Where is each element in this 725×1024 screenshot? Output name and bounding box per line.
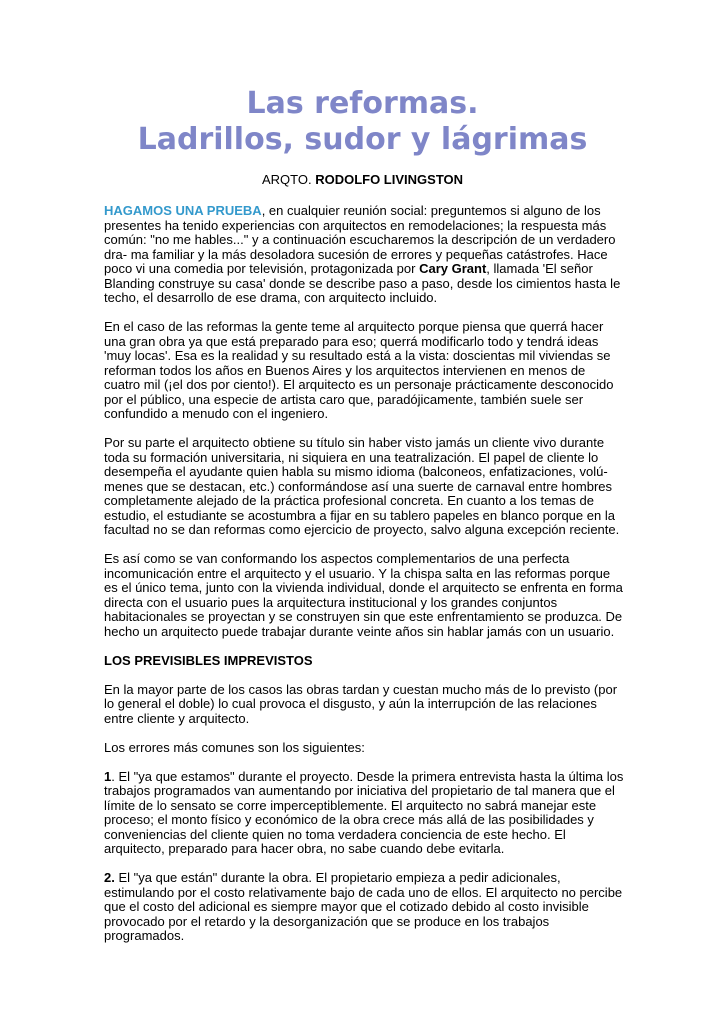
author-name: RODOLFO LIVINGSTON [315, 172, 464, 187]
list-item-1-text: . El "ya que estamos" durante el proyecto. Desde la primera entrevista hasta la última los trabajos programados van aumentando por iniciativa del propietario de tal manera que el límite de lo sensato se corre imperceptiblemente. El arquitecto no sabrá manejar este proceso; el monto físico y económico de la obra crece más allá de las posibilidades y conveniencias del cliente quien no toma verdadera conciencia de este hecho. El arquitecto, preparado para hacer obra, no sabe cuando debe evitarla. [104, 768, 624, 856]
lead-phrase: HAGAMOS UNA PRUEBA [104, 203, 262, 218]
actor-name: Cary Grant [419, 261, 487, 276]
list-item-1 [104, 770, 624, 857]
author-prefix: ARQTO. [261, 172, 312, 187]
paragraph-6: Los errores más comunes son los siguientes: [104, 739, 365, 755]
paragraph-4: Es así como se van conformando los aspectos complementarios de una perfecta incomunicación entre el arquitecto y el usuario. Y la chispa salta en las reformas porque es el único tema, junto con la vivienda individual, donde el arquitecto se enfrenta en forma directa con el usuario pues la arquitectura institucional y los grandes conjuntos habitacionales se proyectan y se construyen sin que este enfrentamiento se produzca. De hecho un arquitecto puede trabajar durante veinte años sin hablar jamás con un usuario. [104, 551, 623, 639]
paragraph-1-text-b: , llamada 'El señor Blanding construye su casa' donde se describe paso a paso, desde los cimientos hasta le techo, el desarrollo de ese drama, con arquitecto incluido. [104, 261, 621, 305]
author-line [0, 172, 725, 187]
list-item-1-number: 1 [104, 768, 112, 784]
section-heading: LOS PREVISIBLES IMPREVISTOS [104, 652, 313, 668]
paragraph-1-text-a: , en cualquier reunión social: preguntemos si alguno de los presentes ha tenido experiencias con arquitectos en remodelaciones; la respuesta más común: "no me hables..." y a continuación escucharemos la descripción de un verdadero dra- ma familiar y la más desoladora sucesión de errores y pequeñas catástrofes. Hace poco vi una comedia por televisión, protagonizada por [104, 203, 616, 276]
document-title [0, 86, 725, 158]
paragraph-5: En la mayor parte de los casos las obras tardan y cuestan mucho más de lo previsto (por lo general el doble) lo cual provoca el disgusto, y aún la interrupción de las relaciones entre cliente y arquitecto. [104, 681, 618, 726]
title-line-1: Las reformas. [246, 86, 479, 121]
title-line-2: Ladrillos, sudor y lágrimas [137, 122, 588, 157]
paragraph-2: En el caso de las reformas la gente teme al arquitecto porque piensa que querrá hacer una gran obra ya que está preparado para eso; querrá modificarlo todo y tendrá ideas 'muy locas'. Esa es la realidad y su resultado está a la vista: doscientas mil viviendas se reforman todos los años en Buenos Aires y los arquitectos intervienen en menos de cuatro mil (¡el dos por ciento!). El arquitecto es un personaje prácticamente desconocido por el público, una especie de artista caro que, paradójicamente, también suele ser confundido a menudo con el ingeniero. [104, 319, 614, 421]
paragraph-3: Por su parte el arquitecto obtiene su título sin haber visto jamás un cliente vivo durante toda su formación universitaria, ni siquiera en una teatralización. El papel de cliente lo desempeña el ayudante quien habla su mismo idioma (balconeos, enfatizaciones, volú-menes que se destacan, etc.) conformándose así una suerte de carnaval entre hombres completamente alejado de la práctica profesional concreta. En cuanto a los temas de estudio, el estudiante se acostumbra a fijar en su tablero papeles en blanco porque en la facultad no se dan reformas como ejercicio de proyecto, salvo alguna excepción reciente. [104, 435, 620, 537]
article-body [104, 204, 624, 958]
list-item-2-number: 2. [104, 870, 115, 885]
list-item-2 [104, 871, 624, 944]
list-item-2-text: El "ya que están" durante la obra. El propietario empieza a pedir adicionales, estimulando por el costo relativamente bajo de cada uno de ellos. El arquitecto no percibe que el costo del adicional es siempre mayor que el cotizado debido al costo invisible provocado por el retardo y la desorganización que se produce en los trabajos programados. [104, 870, 623, 943]
paragraph-1 [104, 204, 624, 306]
